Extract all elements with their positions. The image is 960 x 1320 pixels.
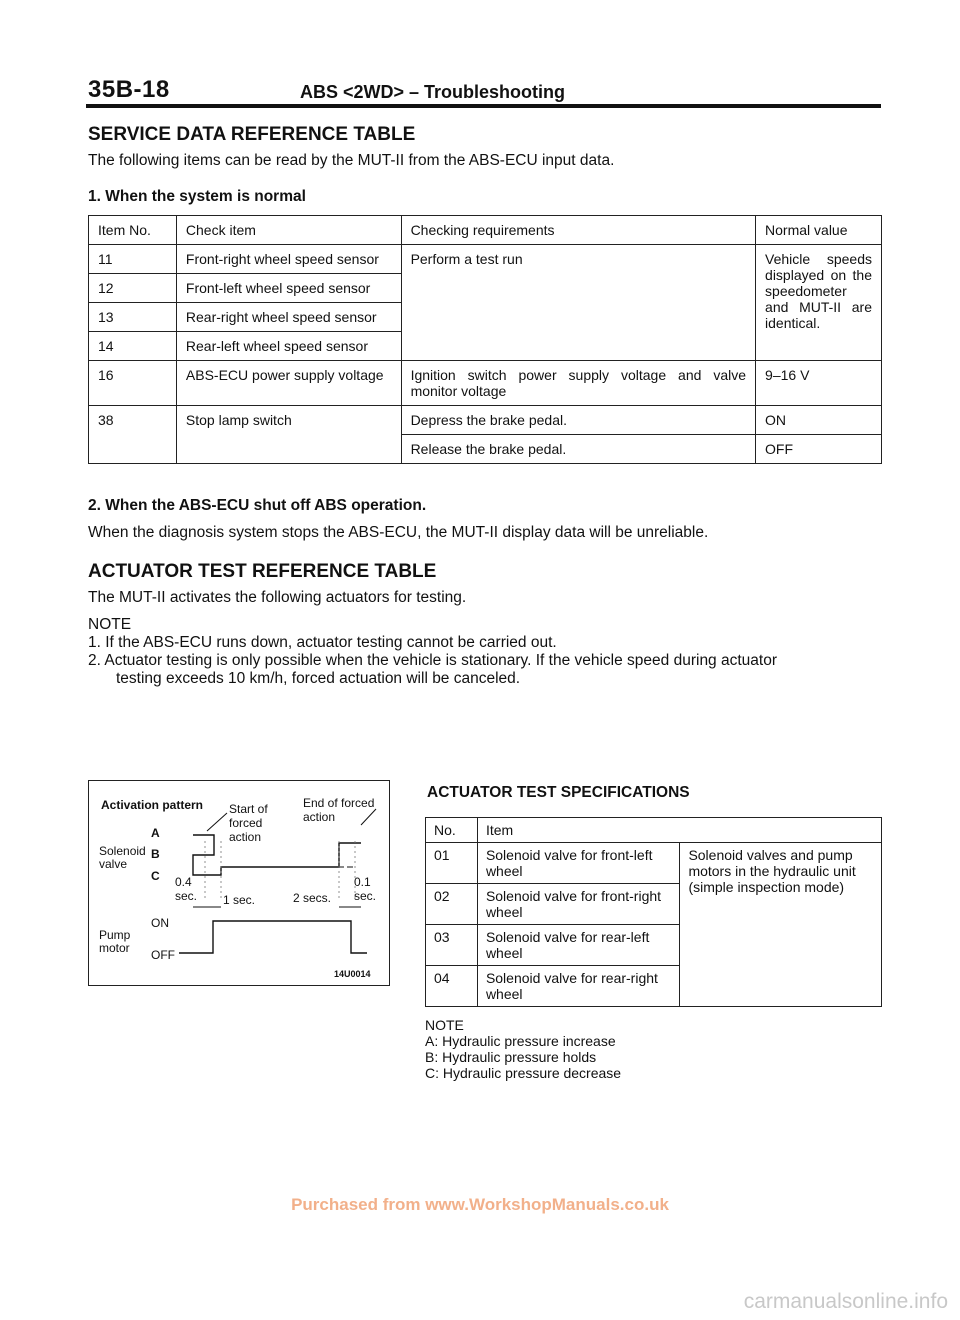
solenoid-label: valve xyxy=(99,857,128,871)
start-label: Start of xyxy=(229,802,268,816)
note-2-cont: testing exceeds 10 km/h, forced actuation will be canceled. xyxy=(116,670,521,687)
activation-pattern-diagram xyxy=(89,781,389,985)
time-label-01: sec. xyxy=(354,889,377,903)
page-number: 35B-18 xyxy=(88,76,170,103)
note-label: NOTE xyxy=(88,616,132,633)
item-no: 11 xyxy=(89,245,177,274)
service-data-intro: The following items can be read by the MUT-II from the ABS-ECU input data. xyxy=(88,152,615,169)
check-item: Stop lamp switch xyxy=(176,406,401,464)
service-data-heading: SERVICE DATA REFERENCE TABLE xyxy=(88,124,416,145)
requirement: Release the brake pedal. xyxy=(401,435,755,464)
spec-no: 04 xyxy=(426,966,478,1007)
item-no: 38 xyxy=(89,406,177,464)
table-row xyxy=(89,406,882,435)
check-item: Front-left wheel speed sensor xyxy=(176,274,401,303)
page-title: ABS <2WD> – Troubleshooting xyxy=(300,82,566,102)
actuator-intro: The MUT-II activates the following actuators for testing. xyxy=(88,589,467,606)
pump-label: motor xyxy=(99,941,130,955)
solenoid-waveform xyxy=(193,835,361,875)
label-b: B xyxy=(151,847,160,861)
pump-label: Pump xyxy=(99,928,131,942)
section2-text: When the diagnosis system stops the ABS-ECU, the MUT-II display data will be unreliable. xyxy=(88,524,709,541)
col-item: Item xyxy=(477,818,881,843)
spec-no: 02 xyxy=(426,884,478,925)
end-label: End of forced xyxy=(303,796,375,810)
activation-pattern-figure xyxy=(88,780,390,986)
figure-title: Activation pattern xyxy=(101,798,204,812)
start-leader xyxy=(207,813,227,831)
item-no: 16 xyxy=(89,361,177,406)
col-item-no: Item No. xyxy=(89,216,177,245)
note-2: 2. Actuator testing is only possible when the vehicle is stationary. If the vehicle speed during actuator xyxy=(88,652,777,669)
item-no: 13 xyxy=(89,303,177,332)
normal-value: OFF xyxy=(756,435,882,464)
time-label-04: sec. xyxy=(175,889,198,903)
label-on: ON xyxy=(151,916,169,930)
spec-result: Solenoid valves and pump motors in the hydraulic unit (simple inspection mode) xyxy=(680,843,882,1007)
time-label-01: 0.1 xyxy=(354,875,371,889)
service-data-table xyxy=(88,215,882,464)
end-leader xyxy=(361,809,376,825)
spec-no: 03 xyxy=(426,925,478,966)
spec-heading: ACTUATOR TEST SPECIFICATIONS xyxy=(427,784,690,801)
check-item: ABS-ECU power supply voltage xyxy=(176,361,401,406)
footer-site: carmanualsonline.info xyxy=(743,1290,948,1313)
check-item: Front-right wheel speed sensor xyxy=(176,245,401,274)
spec-item: Solenoid valve for front-left wheel xyxy=(477,843,680,884)
col-requirements: Checking requirements xyxy=(401,216,755,245)
spec-note-a: A: Hydraulic pressure increase xyxy=(425,1033,616,1049)
spec-item: Solenoid valve for rear-left wheel xyxy=(477,925,680,966)
solenoid-label: Solenoid xyxy=(99,844,146,858)
section1-title: 1. When the system is normal xyxy=(88,188,306,205)
spec-note-c: C: Hydraulic pressure decrease xyxy=(425,1065,622,1081)
header-rule xyxy=(86,104,881,108)
end-label: action xyxy=(303,810,336,824)
spec-item: Solenoid valve for rear-right wheel xyxy=(477,966,680,1007)
item-no: 12 xyxy=(89,274,177,303)
time-label-04: 0.4 xyxy=(175,875,192,889)
spec-no: 01 xyxy=(426,843,478,884)
spec-note-b: B: Hydraulic pressure holds xyxy=(425,1049,597,1065)
section2-title: 2. When the ABS-ECU shut off ABS operation. xyxy=(88,497,427,514)
actuator-heading: ACTUATOR TEST REFERENCE TABLE xyxy=(88,561,437,582)
requirement: Ignition switch power supply voltage and valve monitor voltage xyxy=(401,361,755,406)
normal-value: ON xyxy=(756,406,882,435)
pump-waveform xyxy=(179,921,367,953)
col-no: No. xyxy=(426,818,478,843)
note-1: 1. If the ABS-ECU runs down, actuator testing cannot be carried out. xyxy=(88,634,557,651)
table-row xyxy=(426,843,882,884)
label-a: A xyxy=(151,826,160,840)
time-label-2: 2 secs. xyxy=(293,891,332,905)
table-row xyxy=(89,361,882,406)
figure-code: 14U0014 xyxy=(334,969,371,979)
watermark: Purchased from www.WorkshopManuals.co.uk xyxy=(291,1195,669,1214)
spec-note-label: NOTE xyxy=(425,1017,464,1033)
normal-value: Vehicle speeds displayed on the speedometer and MUT-II are identical. xyxy=(756,245,882,361)
table-row xyxy=(89,245,882,274)
check-item: Rear-right wheel speed sensor xyxy=(176,303,401,332)
table-header-row xyxy=(89,216,882,245)
requirement: Depress the brake pedal. xyxy=(401,406,755,435)
check-item: Rear-left wheel speed sensor xyxy=(176,332,401,361)
label-off: OFF xyxy=(151,948,175,962)
start-label: forced xyxy=(229,816,263,830)
label-c: C xyxy=(151,869,160,883)
spec-item: Solenoid valve for front-right wheel xyxy=(477,884,680,925)
start-label: action xyxy=(229,830,262,844)
actuator-spec-table xyxy=(425,817,882,1007)
time-label-1: 1 sec. xyxy=(223,893,256,907)
col-normal-value: Normal value xyxy=(756,216,882,245)
col-check-item: Check item xyxy=(176,216,401,245)
requirement: Perform a test run xyxy=(401,245,755,361)
normal-value: 9–16 V xyxy=(756,361,882,406)
item-no: 14 xyxy=(89,332,177,361)
table-header-row xyxy=(426,818,882,843)
